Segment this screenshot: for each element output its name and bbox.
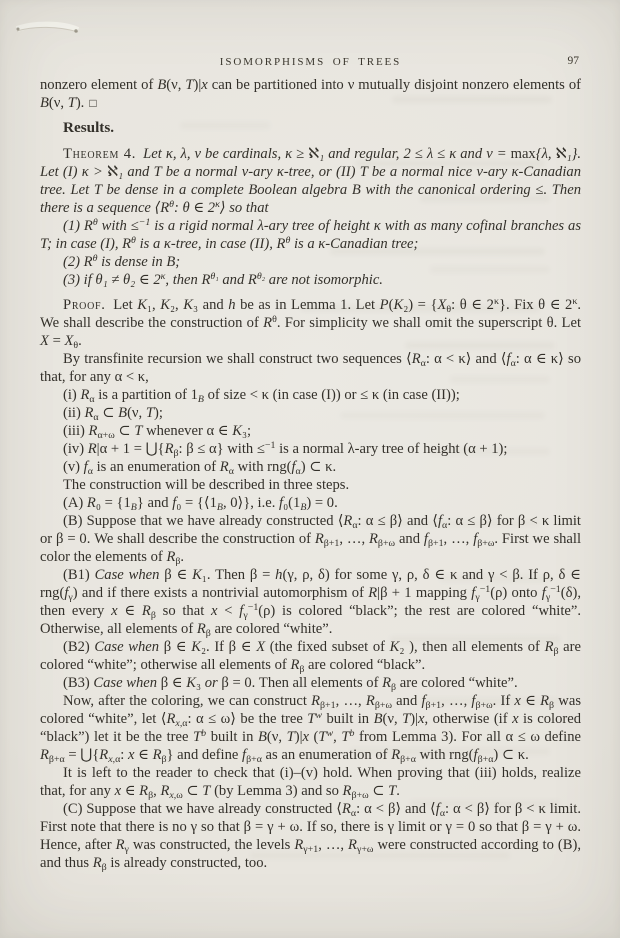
theorem-item-2: (2) $R^\theta$ is dense in B; (63, 253, 181, 270)
qed-box: □ (89, 96, 97, 110)
condition-i: (i) $R_\alpha$ is a partition of $1_B$ of size < κ (in case (I)) or ≤ κ (in case (II)); (63, 387, 460, 405)
proof-intro-text: Let K₁, K₂, K₃ and h be as in Lemma 1. Let $P(K_2) = \{X_\theta$: θ ∈ $2^\kappa$}. Fix θ ∈ $2^\kappa$. We shall describe the construction of $R^\theta$. For simplicity we shall omit the superscript θ. Let $X = X_\theta$. (40, 296, 581, 351)
condition-ii: (ii) $R_\alpha$ ⊂ B(ν, T); (63, 405, 163, 423)
proof-label: Proof. (63, 297, 106, 313)
theorem-item-3: (3) if θ₁ ≠ θ₂ ∈ $2^\kappa$, then $R^{\theta_1}$ and $R^{\theta_2}$ are not isomorphic. (63, 271, 383, 288)
page-content (40, 76, 581, 872)
step-c: (C) Suppose that we have already constructed $⟨R_\alpha$: α < β⟩ and $⟨f_\alpha$: α < β⟩ for β < κ limit. First note that there is no γ so that β = γ + ω. If so, there is γ limit or γ = 0 so that β = γ + ω. Hence, after $R_\gamma$ was constructed, the levels $R_{\gamma+1}$, …, $R_{\gamma+\omega}$ were constructed according to (B), and thus $R_\beta$ is already constructed, too. (40, 801, 581, 873)
running-header (40, 52, 581, 71)
paragraph-continuation (40, 76, 581, 112)
steps-intro: The construction will be described in three steps. (63, 477, 350, 493)
case-b1: (B1) Case when β ∈ K₁. Then β = h(γ, ρ, δ) for some γ, ρ, δ ∈ κ and γ < β. If ρ, δ ∈ $rng(f_\gamma)$ and if there exists a nontrivial automorphism of R|β + 1 mapping $f_\gamma^{-1}(\rho)$ onto $f_\gamma^{-1}(\delta)$, then every x ∈ $R_\beta$ so that $x < f_\gamma^{-1}(\rho)$ is colored “black”; the rest are colored “white”. Otherwise, all elements of $R_\beta$ are colored “white”. (40, 567, 582, 639)
condition-iv: (iv) $R|\alpha + 1 = ⋃\{R_\beta$: β ≤ α} with ≤$^{-1}$ is a normal λ-ary tree of height (α + 1); (63, 440, 508, 459)
results-heading: Results. (63, 119, 115, 136)
paragraph-continuation-text: nonzero element of B(ν, T)|x can be partitioned into ν mutually disjoint nonzero elements of B(ν, T). (40, 77, 581, 111)
scan-smudge-artifact (12, 18, 86, 40)
proof-recursion-paragraph: By transfinite recursion we shall construct two sequences $⟨R_\alpha$: α < κ⟩ and $⟨f_\alpha$: α ∈ κ⟩ so that, for any α < κ, (40, 351, 582, 385)
case-b3: (B3) Case when β ∈ K₃ or β = 0. Then all elements of $R_\beta$ are colored “white”. (63, 675, 518, 693)
page-number: 97 (567, 55, 579, 67)
theorem-body: Let κ, λ, ν be cardinals, κ ≥ ℵ₁ and regular, 2 ≤ λ ≤ κ and ν = max{λ, ℵ₁}. Let (I) κ > ℵ₁ and T be a normal ν-ary κ-tree, or (II) T be a normal nice ν-ary κ-Canadian tree. Let T be dense in a complete Boolean algebra B with the canonical ordering ≤. Then there is a sequence $⟨R^\theta$: θ ∈ $2^\kappa⟩$ so that (40, 146, 582, 216)
condition-v: (v) $f_\alpha$ is an enumeration of $R_\alpha$ with $rng(f_\alpha)$ ⊂ κ. (63, 459, 337, 477)
case-b2: (B2) Case when β ∈ K₂. If β ∈ X (the fixed subset of K₂ ), then all elements of $R_\beta$ are colored “white”; otherwise all elements of $R_\beta$ are colored “black”. (40, 639, 581, 675)
step-b: (B) Suppose that we have already constructed $⟨R_\alpha$: α ≤ β⟩ and $⟨f_\alpha$: α ≤ β⟩ for β < κ limit or β = 0. We shall describe the construction of $R_{\beta+1}$, …, $R_{\beta+\omega}$ and $f_{\beta+1}$, …, $f_{\beta+\omega}$. First we shall color the elements of $R_\beta$. (40, 513, 582, 567)
reader-check-paragraph: It is left to the reader to check that (i)–(v) hold. When proving that (iii) holds, realize that, for any x ∈ $R_\beta$, $R_{x,\omega}$ ⊂ T (by Lemma 3) and so $R_{\beta+\omega}$ ⊂ T. (40, 765, 581, 801)
running-header-title: ISOMORPHISMS OF TREES (219, 56, 402, 68)
step-a: (A) $R_0 = \{1_B\}$ and $f_0 = \{⟨1_B$, 0⟩}, i.e. $f_0(1_B) = 0$. (63, 495, 338, 513)
coloring-construction-paragraph: Now, after the coloring, we can construct $R_{\beta+1}$, …, $R_{\beta+\omega}$ and $f_{\beta+1}$, …, $f_{\beta+\omega}$. If x ∈ $R_\beta$ was colored “white”, let $⟨R_{x,\alpha}$: α ≤ ω⟩ be the tree $T^w$ built in B(ν, T)|x, otherwise (if x is colored “black”) let it be the tree $T^b$ built in B(ν, T)|x ($T^w$, $T^b$ from Lemma 3). For all α ≤ ω define $R_{\beta+\alpha}$ = $⋃\{R_{x,\alpha}$: x ∈ $R_\beta$} and define $f_{\beta+\alpha}$ as an enumeration of $R_{\beta+\alpha}$ with $rng(f_{\beta+\alpha})$ ⊂ κ. (40, 693, 582, 765)
theorem-item-1: (1) $R^\theta$ with ≤$^{-1}$ is a rigid normal λ-ary tree of height κ with as many cofinal branches as T; in case (I), $R^\theta$ is a κ-tree, in case (II), $R^\theta$ is a κ-Canadian tree; (40, 217, 581, 252)
theorem-label: Theorem 4. (63, 146, 137, 162)
condition-iii: (iii) $R_{\alpha+\omega}$ ⊂ T whenever α ∈ K₃; (63, 423, 252, 441)
proof-intro-paragraph (40, 296, 581, 350)
theorem-4-paragraph (40, 145, 581, 217)
